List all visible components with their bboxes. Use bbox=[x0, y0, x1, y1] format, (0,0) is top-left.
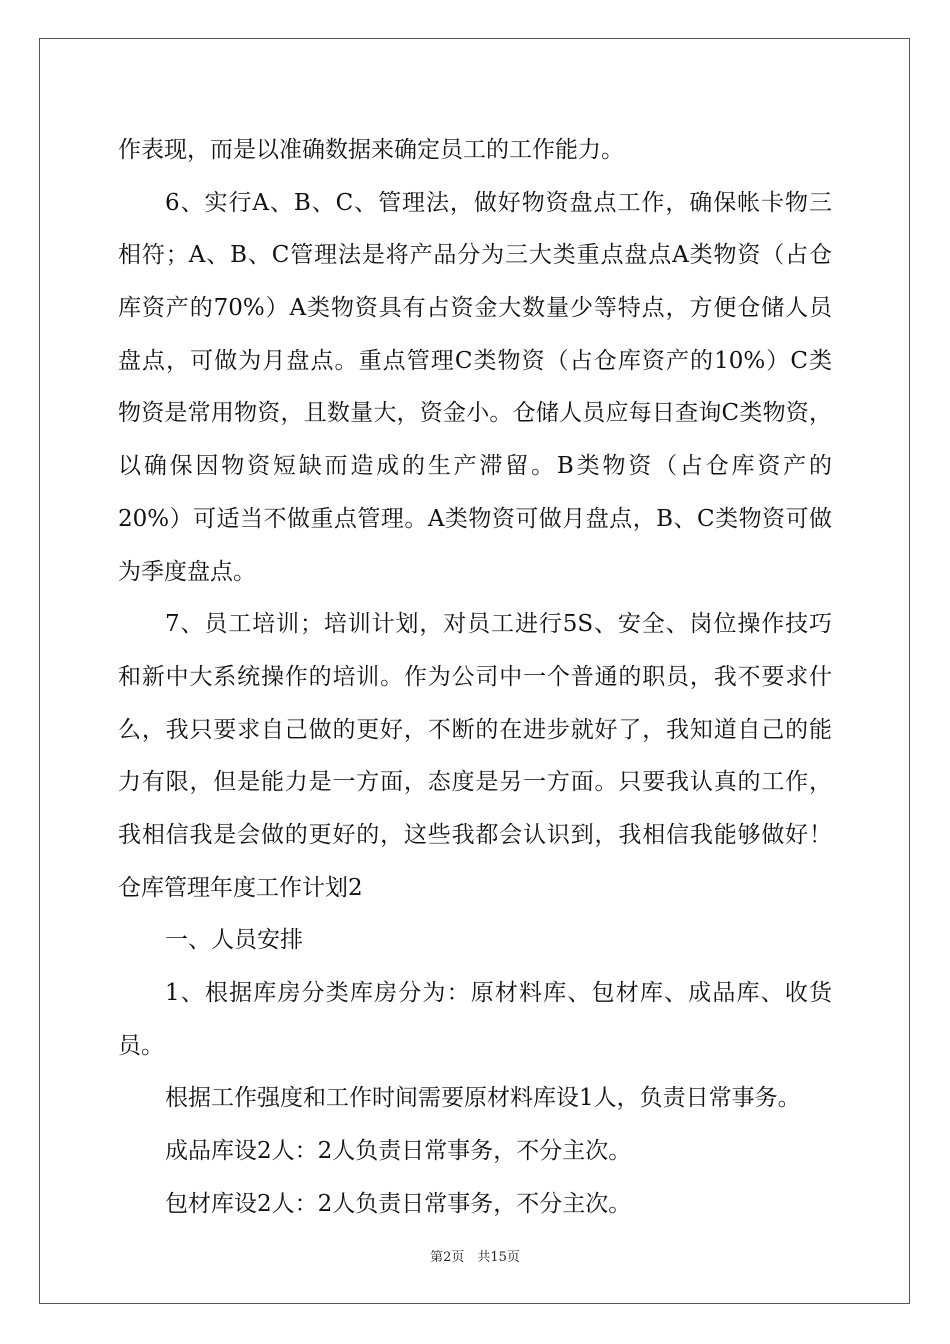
paragraph-line: 为季度盘点。 bbox=[118, 558, 256, 585]
paragraph-line: 和新中大系统操作的培训。作为公司中一个普通的职员，我不要求什 bbox=[118, 663, 832, 690]
paragraph-line: 么，我只要求自己做的更好，不断的在进步就好了，我知道自己的能 bbox=[118, 716, 832, 743]
subheading: 一、人员安排 bbox=[165, 927, 303, 954]
paragraph-line: 库资产的70%）A类物资具有占资金大数量少等特点，方便仓储人员 bbox=[118, 295, 832, 322]
paragraph-line: 6、实行A、B、C、管理法，做好物资盘点工作，确保帐卡物三 bbox=[165, 189, 832, 216]
page-number-footer: 第2页 共15页 bbox=[430, 1250, 520, 1265]
paragraph-line: 根据工作强度和工作时间需要原材料库设1人，负责日常事务。 bbox=[165, 1085, 801, 1112]
paragraph-line: 力有限，但是能力是一方面，态度是另一方面。只要我认真的工作， bbox=[118, 769, 832, 796]
paragraph-line: 相符；A、B、C管理法是将产品分为三大类重点盘点A类物资（占仓 bbox=[118, 242, 832, 269]
paragraph-line: 20%）可适当不做重点管理。A类物资可做月盘点，B、C类物资可做 bbox=[118, 505, 832, 532]
paragraph-line: 物资是常用物资，且数量大，资金小。仓储人员应每日查询C类物资， bbox=[118, 400, 832, 427]
paragraph-line: 员。 bbox=[118, 1032, 164, 1059]
paragraph-line: 我相信我是会做的更好的，这些我都会认识到，我相信我能够做好！ bbox=[118, 821, 832, 848]
paragraph-line: 包材库设2人：2人负责日常事务，不分主次。 bbox=[165, 1190, 632, 1217]
paragraph-line: 1、根据库房分类库房分为：原材料库、包材库、成品库、收货 bbox=[165, 980, 832, 1006]
paragraph-line: 盘点，可做为月盘点。重点管理C类物资（占仓库资产的10%）C类 bbox=[118, 347, 832, 374]
paragraph-line: 以确保因物资短缺而造成的生产滞留。B类物资（占仓库资产的 bbox=[118, 453, 832, 480]
document-body bbox=[118, 124, 832, 1230]
paragraph-line: 7、员工培训；培训计划，对员工进行5S、安全、岗位操作技巧 bbox=[165, 611, 832, 638]
section-heading: 仓库管理年度工作计划2 bbox=[118, 874, 363, 901]
paragraph-line: 作表现，而是以准确数据来确定员工的工作能力。 bbox=[118, 137, 624, 163]
paragraph-line: 成品库设2人：2人负责日常事务，不分主次。 bbox=[165, 1138, 632, 1165]
